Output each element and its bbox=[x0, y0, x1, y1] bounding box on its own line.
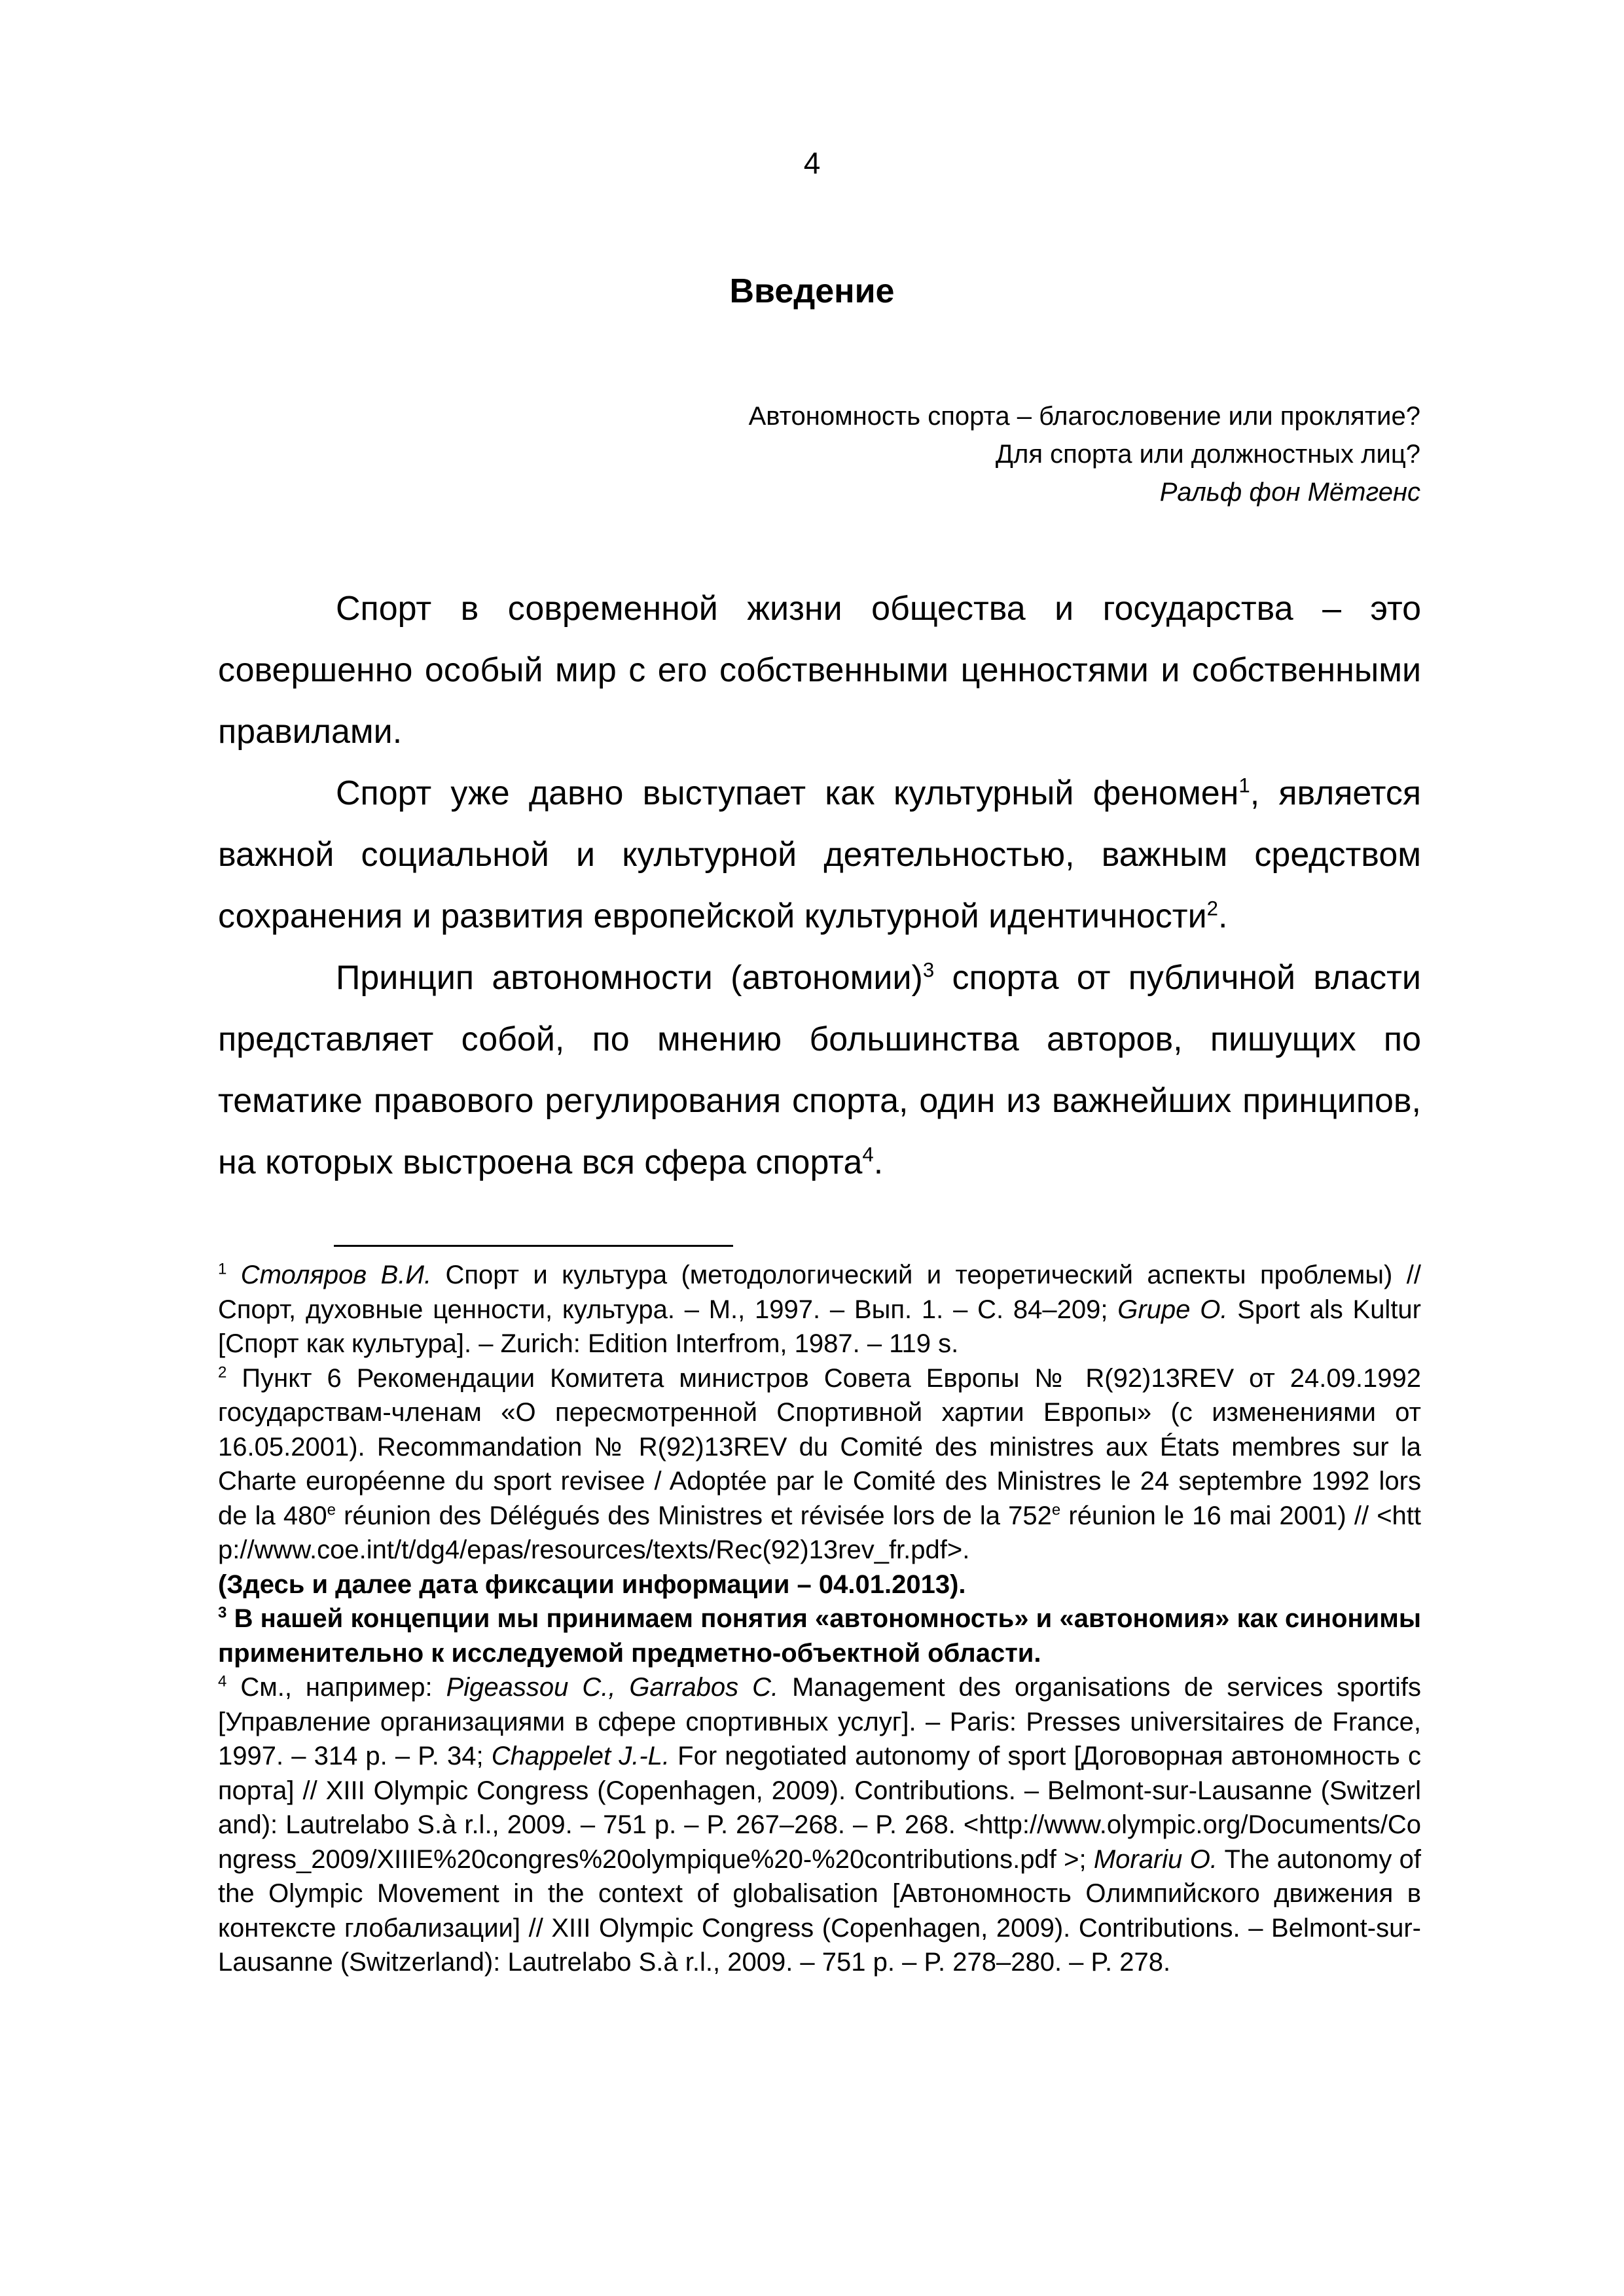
footnote-number: 2 bbox=[218, 1363, 227, 1382]
footnote-4 bbox=[218, 1670, 1421, 1980]
footnote-note-text: (Здесь и далее дата фиксации информации – 04.01.2013). bbox=[218, 1570, 966, 1599]
footnote-ref[interactable]: 4 bbox=[862, 1143, 874, 1166]
paragraph bbox=[218, 762, 1421, 947]
footnote-text: Sport als Kultur [Спорт как культура]. – Zurich: Edition Interfrom, 1987. – 119 s. bbox=[218, 1295, 1422, 1358]
paragraph-text: , является важной социальной и культурной деятельностью, важным средством сохранения и развития европейской культурной идентичности bbox=[218, 774, 1422, 935]
footnote-ref[interactable]: 2 bbox=[1206, 897, 1219, 920]
paragraph bbox=[218, 947, 1421, 1193]
paragraph-text: Спорт в современной жизни общества и государства – это совершенно особый мир с его собственными ценностями и собственными правилами. bbox=[218, 590, 1421, 751]
paragraph-text: Принцип автономности (автономии) bbox=[336, 959, 923, 997]
page-title: Введение bbox=[729, 272, 895, 310]
epigraph-author: Ральф фон Мётгенс bbox=[1159, 478, 1420, 507]
footnote-text: См., например: bbox=[226, 1673, 446, 1702]
epigraph-line: Автономность спорта – благословение или проклятие? bbox=[748, 402, 1420, 431]
footnote-3 bbox=[218, 1602, 1421, 1670]
ordinal-suffix: e bbox=[1051, 1501, 1061, 1519]
body-text bbox=[218, 578, 1421, 1193]
footnote-number: 3 bbox=[218, 1604, 227, 1622]
footnote-text: Пункт 6 Рекомендации Комитета министров Совета Европы № R(92)13REV от 24.09.1992 государствам-членам «О пересмотренной Спортивной хартии Европы» (с изменениями от 16.05.2001). Recommandation № R(92)13REV du Comité des ministres aux États membres sur la Charte européenne du sport revisee / Adoptée par le Comité des Ministres le 24 septembre 1992 lors de la 480 bbox=[218, 1363, 1422, 1530]
footnote-text: réunion le 16 mai 2001) // <http://www.coe.int/t/dg4/epas/resources/texts/Rec(92)13rev_fr.pdf>. bbox=[218, 1501, 1422, 1564]
footnote-text: Спорт и культура (методологический и теоретический аспекты проблемы) // Спорт, духовные ценности, культура. – М., 1997. – Вып. 1. – С. 84–209; bbox=[218, 1261, 1421, 1324]
footnote-author: Grupe O. bbox=[1117, 1295, 1228, 1324]
footnote-author: Morariu O. bbox=[1093, 1844, 1218, 1874]
epigraph bbox=[458, 397, 1420, 511]
footnote-text: The autonomy of the Olympic Movement in the context of globalisation [Автономность Олимпийского движения в контексте глобализации] // XIII Olympic Congress (Copenhagen, 2009). Contributions. – Belmont-sur-Lausanne (Switzerland): Lautrelabo S.à r.l., 2009. – 751 p. – P. 278–280. – P. 278. bbox=[218, 1844, 1421, 1977]
paragraph-text: . bbox=[1218, 897, 1228, 935]
footnotes bbox=[218, 1258, 1421, 1980]
footnote-author: Pigeassou C., Garrabos C. bbox=[446, 1673, 779, 1702]
footnote-text: Management des organisations de services sportifs [Управление организациями в сфере спортивных услуг]. – Paris: Presses universitaires de France, 1997. – 314 p. – P. 34; bbox=[218, 1673, 1421, 1770]
footnote-ref[interactable]: 3 bbox=[922, 958, 935, 982]
footnote-number: 1 bbox=[218, 1260, 227, 1278]
footnote-divider bbox=[334, 1245, 733, 1247]
footnote-1 bbox=[218, 1258, 1421, 1361]
footnote-note bbox=[218, 1568, 1421, 1602]
footnote-author: Chappelet J.-L. bbox=[491, 1742, 670, 1770]
footnote-text: For negotiated autonomy of sport [Договорная автономность спорта] // XIII Olympic Congress (Copenhagen, 2009). Contributions. – Belmont-sur-Lausanne (Switzerland): Lautrelabo S.à r.l., 2009. – 751 p. – P. 267–268. – P. 268. <http://www.olympic.org/Documents/Congress_2009/XIIIE%20congres%20olympique%20-%20contributions.pdf >; bbox=[218, 1742, 1421, 1874]
footnote-2 bbox=[218, 1361, 1421, 1568]
epigraph-line: Для спорта или должностных лиц? bbox=[995, 440, 1420, 469]
paragraph-text: спорта от публичной власти представляет собой, по мнению большинства авторов, пишущих по тематике правового регулирования спорта, один из важнейших принципов, на которых выстроена вся сфера спорта bbox=[218, 959, 1421, 1181]
paragraph-text: Спорт уже давно выступает как культурный феномен bbox=[336, 774, 1239, 812]
paragraph bbox=[218, 578, 1421, 762]
footnote-ref[interactable]: 1 bbox=[1238, 774, 1250, 797]
paragraph-text: . bbox=[873, 1143, 884, 1181]
footnote-text: réunion des Délégués des Ministres et révisée lors de la 752 bbox=[335, 1501, 1052, 1530]
footnote-number: 4 bbox=[218, 1672, 227, 1691]
footnote-author: Столяров В.И. bbox=[240, 1261, 432, 1289]
page-number: 4 bbox=[803, 146, 821, 180]
footnote-text: В нашей концепции мы принимаем понятия «автономность» и «автономия» как синонимы применительно к исследуемой предметно-объектной области. bbox=[218, 1604, 1421, 1668]
ordinal-suffix: e bbox=[327, 1501, 336, 1519]
